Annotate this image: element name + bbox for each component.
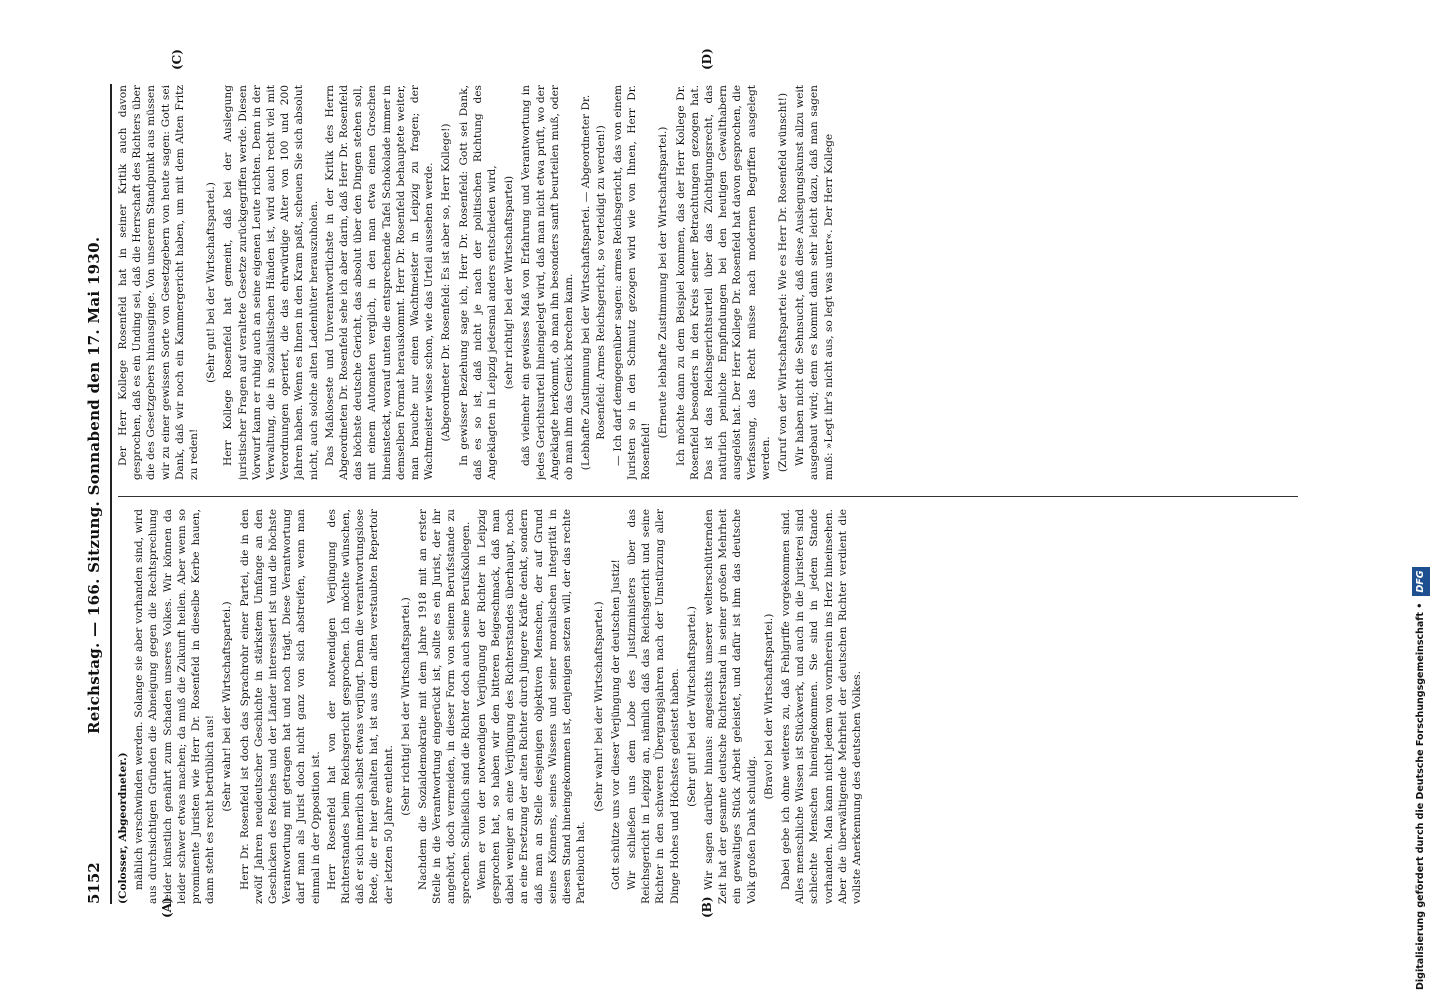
column-divider xyxy=(118,496,1298,497)
paragraph: Nachdem die Sozialdemokratie mit dem Jahre 1918 mit an erster Stelle in die Verantwortung eingerückt ist, sollte es ein Jurist, der ihr angehört, doch vermeiden, in dieser Form von seinem Berufsstande zu sprechen. Schließlich sind die Richter doch auch seine Berufskollegen. xyxy=(417,509,472,904)
paragraph: Wir haben nicht die Sehnsucht, daß diese Auslegungskunst allzu weit ausgebaut wird; denn es kommt dann sehr leicht dazu, daß man sagen muß: »Legt ihr's nicht aus, so legt was unter«. Der Herr Kollege xyxy=(794,85,835,480)
paragraph: Wir schließen uns dem Lobe des Justizministers über das Reichsgericht in Leipzig an, nämlich daß das Reichsgericht und seine Richter in den schweren Übergangsjahren nach der Umstürzung aller Dinge Hohes und Höchstes geleistet haben. xyxy=(625,509,681,904)
left-column xyxy=(116,509,1296,904)
paragraph: Ich möchte dann zu dem Beispiel kommen, das der Herr Kollege Dr. Rosenfeld besonders in den Kreis seiner Betrachtungen gezogen hat. Das ist das Reichsgerichtsurteil über das Züchtigungsrecht, das natürlich peinliche Empfindungen bei den heutigen Gewalthabern ausgelöst hat. Der Herr Kollege Dr. Rosenfeld hat davon gesprochen, die Verfassung, das Recht müsse nach modernen Begriffen ausgelegt werden. xyxy=(674,85,772,480)
speaker-label: (Colosser, Abgeordneter.) xyxy=(117,752,129,904)
paragraph: Herr Rosenfeld hat von der notwendigen Verjüngung des Richterstandes beim Reichsgericht gesprochen. Ich möchte wünschen, daß er sich innerlich selbst etwas verjüngt. Denn die verantwortungslose Rede, die er hier gehalten hat, ist aus dem alten verstaubten Repertoir der letzten 50 Jahre entlehnt. xyxy=(325,509,395,904)
digitization-credit xyxy=(1412,10,1430,990)
paragraph: Dabei gebe ich ohne weiteres zu, daß Fehlgriffe vorgekommen sind. Alles menschliche Wissen ist Stückwerk, und auch in die Juristerei sind schlechte Menschen hineingekommen. Sie sind in jedem Stande vorhanden. Man kann nicht jedem von vornherein ins Herz hineinsehen. Aber die überwältigende Mehrheit der deutschen Richter verdient die vollste Anerkennung des deutschen Volkes. xyxy=(779,509,863,904)
paragraph: Herr Dr. Rosenfeld ist doch das Sprachrohr einer Partei, die in den zwölf Jahren neudeutscher Geschichte in stärkstem Umfange an den Geschicken des Reiches und der Länder interessiert ist und die höchste Verantwortung mit getragen hat und noch trägt. Diese Verantwortung darf man als Jurist doch nicht ganz von sich abstreifen, wenn man einmal in der Opposition ist. xyxy=(238,509,322,904)
interjection: (Sehr gut! bei der Wirtschaftspartei.) xyxy=(205,182,218,383)
paragraph: Gott schütze uns vor dieser Verjüngung der deutschen Justiz! xyxy=(609,559,622,890)
interjection: (Lebhafte Zustimmung bei der Wirtschaftspartei. — Abgeordneter Dr. Rosenfeld: Armes Reichsgericht, so verteidigt zu werden!) xyxy=(580,94,607,471)
page-header xyxy=(85,84,109,904)
header-rule xyxy=(110,84,112,904)
margin-marker-d: (D) xyxy=(700,48,714,70)
dfg-logo: DFG xyxy=(1412,567,1430,595)
right-column xyxy=(116,85,1296,480)
interjection: (Sehr gut! bei der Wirtschaftspartei.) xyxy=(685,606,698,807)
margin-marker-c: (C) xyxy=(170,49,184,70)
paragraph: Wenn er von der notwendigen Verjüngung der Richter in Leipzig gesprochen hat, so haben wir den bitteren Beigeschmack, daß man dabei weniger an eine Verjüngung des Richterstandes überhaupt, noch an eine Ersetzung der alten Richter durch jüngere Kräfte denkt, sondern daß man an Stelle desjenigen objektiven Menschen, der auf Grund seines Könnens, seines Wissens und seiner moralischen Integrität in diesen Stand hineingekommen ist, denjenigen setzen will, der das rechte Parteibuch hat. xyxy=(475,509,588,904)
interjection: (Erneute lebhafte Zustimmung bei der Wirtschaftspartei.) xyxy=(657,126,670,439)
paragraph: — Ich darf demgegenüber sagen: armes Reichsgericht, das von einem Juristen so in den Schmutz gezogen wird wie von Ihnen, Herr Dr. Rosenfeld! xyxy=(611,85,653,480)
credit-text: Digitalisierung gefördert durch die Deutsche Forschungsgemeinschaft • xyxy=(1415,602,1426,990)
interjection: (Bravo! bei der Wirtschaftspartei.) xyxy=(762,613,775,800)
paragraph: Wir sagen darüber hinaus: angesichts unserer welterschütternden Zeit hat der gesamte deutsche Richterstand in seiner großen Mehrheit ein gewaltiges Stück Arbeit geleistet, und dafür ist ihm das deutsche Volk großen Dank schuldig. xyxy=(702,509,758,904)
paragraph: Das Maßloseste und Unverantwortlichste in der Kritik des Herrn Abgeordneten Dr. Rosenfeld sehe ich aber darin, daß Herr Dr. Rosenfeld das höchste deutsche Gericht, das absolut über den Dingen stehen soll, mit einem Automaten verglich, in den man etwa einen Groschen hineinsteckt, worauf unten die entsprechende Tafel Schokolade immer in demselben Format herauskommt. Herr Dr. Rosenfeld behauptete weiter, man brauche nur einen Wachtmeister in Leipzig zu fragen; der Wachtmeister wisse schon, wie das Urteil aussehen werde. xyxy=(323,85,436,480)
interjection: (sehr richtig! bei der Wirtschaftspartei) xyxy=(503,175,516,390)
paragraph: daß vielmehr ein gewisses Maß von Erfahrung und Verantwortung in jedes Gerichtsurteil hineingelegt wird, daß man nicht etwa prüft, wo der Angeklagte herkommt, ob man ihn besonders sanft beurteilen muß, oder ob man ihm das Genick brechen kann. xyxy=(520,85,576,480)
paragraph: Der Herr Kollege Rosenfeld hat in seiner Kritik auch davon gesprochen, daß es ein Unding sei, daß die Herrschaft des Richters über die des Gesetzgebers hinausginge. Von unserem Standpunkt aus müssen wir zu einer gewissen Sorte von Gesetzgebern von heute sagen: Gott sei Dank, daß wir noch ein Kammergericht haben, um mit dem Alten Fritz zu reden! xyxy=(117,85,201,480)
page-title: Reichstag. — 166. Sitzung. Sonnabend den 17. Mai 1930. xyxy=(85,236,103,734)
interjection: (Sehr wahr! bei der Wirtschaftspartei.) xyxy=(221,601,234,812)
interjection: (Sehr wahr! bei der Wirtschaftspartei.) xyxy=(592,601,605,812)
paragraph: mählich verschwinden werden. Solange sie aber vorhanden sind, wird aus durchsichtigen Gründen die Abneigung gegen die Rechtsprechung leider künstlich genährt zum Schaden unseres Volkes. Wir können da leider schwer etwas machen; da muß die Zukunft heilen. Aber wenn so prominente Juristen wie Herr Dr. Rosenfeld in dieselbe Kerbe hauen, dann steht es recht betrüblich aus! xyxy=(133,509,217,904)
margin-marker-a: (A) xyxy=(160,897,174,918)
interjection: (Zuruf von der Wirtschaftspartei: Wie es Herr Dr. Rosenfeld wünscht!) xyxy=(776,92,789,473)
page-number: 5152 xyxy=(85,862,103,904)
paragraph: Herr Kollege Rosenfeld hat gemeint, daß bei der Auslegung juristischer Fragen auf veraltete Gesetze zurückgegriffen werde. Diesen Vorwurf kann er ruhig auch an seine eigenen Leute richten. Denn in der Verwaltung, die in sozialistischen Händen ist, wird auch recht viel mit Verordnungen operiert, die das ehrwürdige Alter von 100 und 200 Jahren haben. Wenn es Ihnen in den Kram paßt, scheuen Sie sich absolut nicht, auch solche alten Ladenhüter herauszuholen. xyxy=(222,85,320,480)
paragraph: In gewisser Beziehung sage ich, Herr Dr. Rosenfeld: Gott sei Dank, daß es so ist, daß nicht je nach der politischen Richtung des Angeklagten in Leipzig jedesmal anders entschieden wird, xyxy=(457,85,499,480)
interjection: (Sehr richtig! bei der Wirtschaftspartei.) xyxy=(399,597,412,816)
interjection: (Abgeordneter Dr. Rosenfeld: Es ist aber so, Herr Kollege!) xyxy=(440,123,453,442)
margin-marker-b: (B) xyxy=(700,896,714,918)
